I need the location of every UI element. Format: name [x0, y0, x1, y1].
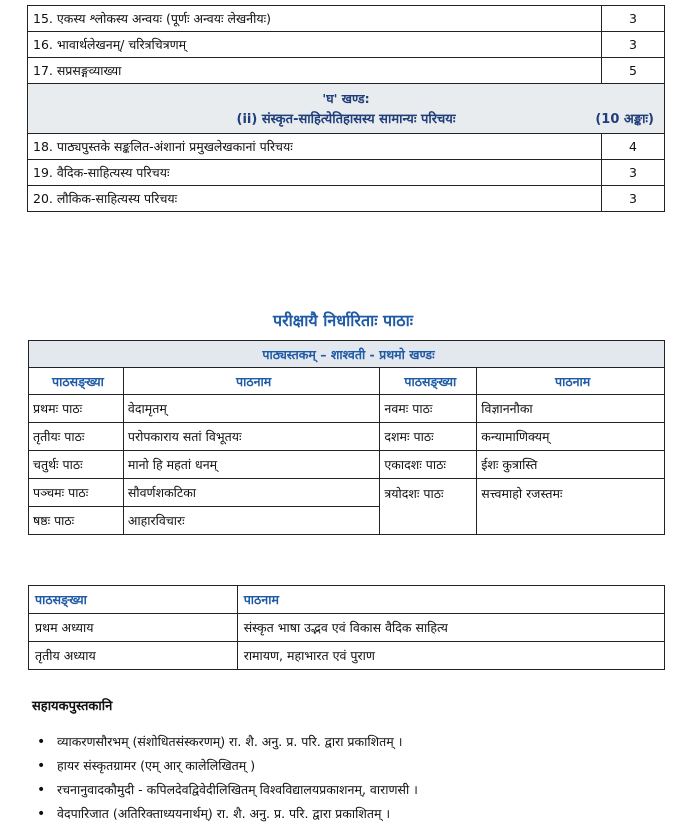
chapter-name: संस्कृत भाषा उद्भव एवं विकास वैदिक साहित्य	[237, 614, 664, 642]
references-list	[35, 730, 418, 826]
lesson-number: षष्ठः पाठः	[29, 507, 124, 535]
table-row	[28, 58, 665, 84]
row-label: 16. भावार्थलेखनम्/ चरित्रचित्रणम्	[28, 32, 602, 58]
lesson-number: प्रथमः पाठः	[29, 395, 124, 423]
lesson-number: त्रयोदशः पाठः	[380, 479, 477, 535]
book-title-row	[29, 341, 665, 368]
chapters-table	[28, 585, 665, 670]
book-header-row	[29, 368, 665, 395]
row-marks: 3	[602, 160, 665, 186]
column-header: पाठसङ्ख्या	[380, 368, 477, 395]
lesson-name: सौवर्णशकटिका	[123, 479, 380, 507]
row-marks: 3	[602, 186, 665, 212]
column-header: पाठनाम	[237, 586, 664, 614]
lesson-number: चतुर्थः पाठः	[29, 451, 124, 479]
lesson-name: परोपकाराय सतां विभूतयः	[123, 423, 380, 451]
row-marks: 5	[602, 58, 665, 84]
references-heading: सहायकपुस्तकानि	[32, 699, 113, 714]
row-label: 18. पाठ्यपुस्तके सङ्कलित-अंशानां प्रमुखलेखकानां परिचयः	[28, 134, 602, 160]
table-row	[29, 451, 665, 479]
lesson-name: ईशः कुत्रास्ति	[477, 451, 665, 479]
column-header: पाठसङ्ख्या	[29, 586, 238, 614]
row-label: 20. लौकिक-साहित्यस्य परिचयः	[28, 186, 602, 212]
lesson-name: वेदामृतम्	[123, 395, 380, 423]
column-header: पाठनाम	[123, 368, 380, 395]
section-header	[28, 84, 665, 134]
row-label: 19. वैदिक-साहित्यस्य परिचयः	[28, 160, 602, 186]
row-marks: 4	[602, 134, 665, 160]
lesson-name: कन्यामाणिक्यम्	[477, 423, 665, 451]
column-header: पाठनाम	[477, 368, 665, 395]
chapter-number: प्रथम अध्याय	[29, 614, 238, 642]
list-item: • वेदपारिजात (अतिरिक्ताध्ययनार्थम्) रा. शै. अनु. प्र. परि. द्वारा प्रकाशितम् ।	[35, 802, 418, 826]
row-label: 15. एकस्य श्लोकस्य अन्वयः (पूर्णः अन्वयः लेखनीयः)	[28, 6, 602, 32]
lesson-name: सत्त्वमाहो रजस्तमः	[477, 479, 665, 535]
list-item: • हायर संस्कृतग्रामर (एम् आर् कालेलिखितम् )	[35, 754, 418, 778]
table-row	[28, 134, 665, 160]
exam-heading: परीक्षायै निर्धारिताः पाठाः	[273, 311, 413, 330]
table-row	[28, 32, 665, 58]
section-marks: (10 अङ्काः)	[595, 112, 654, 127]
row-marks: 3	[602, 6, 665, 32]
section-title: (ii) संस्कृत-साहित्येतिहासस्य सामान्यः परिचयः	[236, 112, 456, 127]
section-title-line	[28, 107, 664, 133]
chapter-number: तृतीय अध्याय	[29, 642, 238, 670]
lesson-name: आहारविचारः	[123, 507, 380, 535]
section-khanda: 'घ' खण्ड:	[322, 91, 370, 106]
lesson-number: दशमः पाठः	[380, 423, 477, 451]
table-row	[28, 160, 665, 186]
marks-table	[27, 5, 665, 212]
chapter-name: रामायण, महाभारत एवं पुराण	[237, 642, 664, 670]
table-row	[29, 642, 665, 670]
lesson-number: पञ्चमः पाठः	[29, 479, 124, 507]
lesson-name: मानो हि महतां धनम्	[123, 451, 380, 479]
table-row	[28, 6, 665, 32]
row-label: 17. सप्रसङ्गव्याख्या	[28, 58, 602, 84]
lesson-number: नवमः पाठः	[380, 395, 477, 423]
row-marks: 3	[602, 32, 665, 58]
table-row	[29, 614, 665, 642]
list-item: • रचनानुवादकौमुदी - कपिलदेवद्विवेदीलिखितम् विश्वविद्यालयप्रकाशनम्, वाराणसी ।	[35, 778, 418, 802]
column-header: पाठसङ्ख्या	[29, 368, 124, 395]
table-row	[28, 186, 665, 212]
book-table	[28, 340, 665, 535]
list-item: • व्याकरणसौरभम् (संशोधितसंस्करणम्) रा. शै. अनु. प्र. परि. द्वारा प्रकाशितम् ।	[35, 730, 418, 754]
section-header-row	[28, 84, 665, 134]
table-row	[29, 395, 665, 423]
table-row	[29, 423, 665, 451]
lesson-name: विज्ञाननौका	[477, 395, 665, 423]
lesson-number: एकादशः पाठः	[380, 451, 477, 479]
book-title: पाठ्यस्तकम् – शाश्वती - प्रथमो खण्डः	[29, 341, 665, 368]
chapters-header-row	[29, 586, 665, 614]
table-row	[29, 479, 665, 507]
lesson-number: तृतीयः पाठः	[29, 423, 124, 451]
